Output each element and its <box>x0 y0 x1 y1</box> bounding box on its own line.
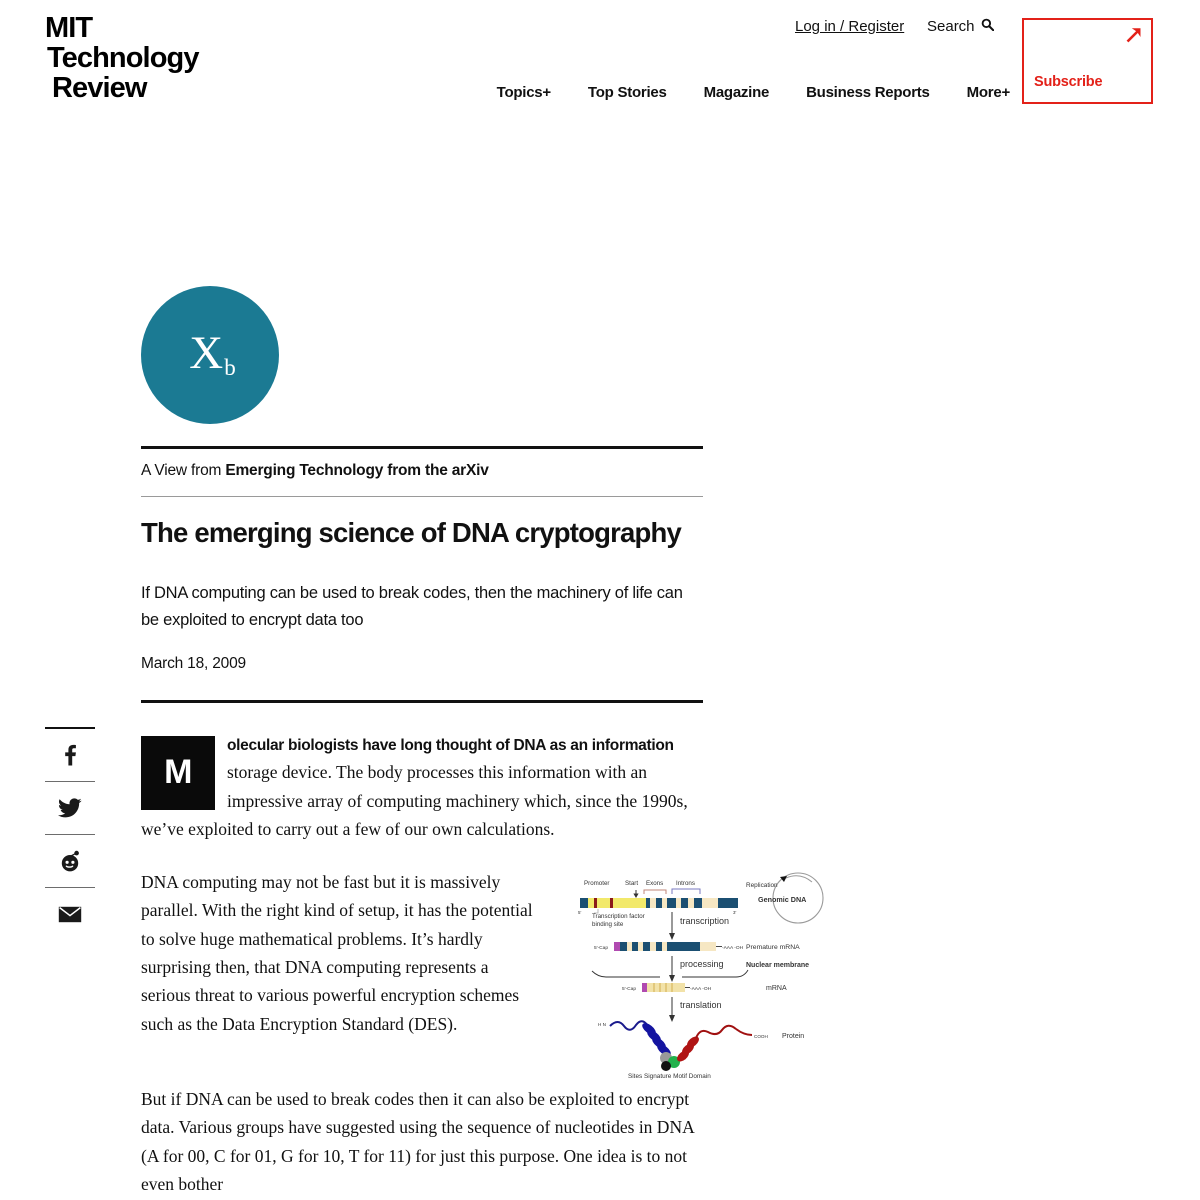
share-rail <box>45 727 95 940</box>
reddit-icon <box>59 850 81 872</box>
article-dek: If DNA computing can be used to break codes, then the machinery of life can be exploited to encrypt data too <box>141 584 683 629</box>
search-label: Search <box>927 18 975 35</box>
header-rule-bottom <box>141 700 703 703</box>
utility-nav <box>0 18 1200 42</box>
author-avatar[interactable] <box>141 286 279 424</box>
svg-text:Premature mRNA: Premature mRNA <box>746 944 800 951</box>
svg-text:5': 5' <box>578 910 582 915</box>
byline-prefix: A View from <box>141 462 226 479</box>
byline <box>141 458 703 493</box>
logo-line-3: Review <box>52 71 147 104</box>
logo-line-1: MIT <box>45 12 93 44</box>
share-facebook-button[interactable] <box>45 729 95 781</box>
svg-text:Start: Start <box>625 880 639 887</box>
magnifier-icon <box>981 18 994 35</box>
svg-text:binding site: binding site <box>592 921 624 928</box>
twitter-icon <box>58 798 82 818</box>
svg-text:3': 3' <box>733 910 737 915</box>
svg-text:translation: translation <box>680 1000 722 1010</box>
share-email-button[interactable] <box>45 888 95 940</box>
nav-item-topics[interactable]: Topics+ <box>496 84 551 101</box>
arrow-up-right-icon <box>1125 26 1143 44</box>
svg-text:Transcription factor: Transcription factor <box>592 913 645 920</box>
svg-text:Nuclear membrane: Nuclear membrane <box>746 962 810 969</box>
svg-text:Promoter: Promoter <box>584 880 610 887</box>
paragraph-3: But if DNA can be used to break codes then it can also be exploited to encrypt data. Various groups have suggested using the sequence of nucleotides in DNA (A for 00, C for 01, G for 10, T for 11) for just this purpose. One idea is to not even bother <box>141 1089 694 1195</box>
svg-text:5'-Cap: 5'-Cap <box>622 987 636 992</box>
svg-text:Replication: Replication <box>746 882 778 889</box>
svg-text:Genomic DNA: Genomic DNA <box>758 895 807 904</box>
svg-text:Sites Signature Motif Domai: Sites Signature Motif Domain <box>628 1073 711 1080</box>
article-figure <box>570 866 848 1085</box>
svg-text:COOH: COOH <box>754 1034 768 1039</box>
svg-text:-AAA -OH: -AAA -OH <box>690 987 712 992</box>
svg-text:transcription: transcription <box>680 916 730 926</box>
svg-text:Introns: Introns <box>676 880 695 887</box>
paragraph-1-lead: olecular biologists have long thought of DNA as an information <box>227 737 674 754</box>
paragraph-1 <box>141 730 703 843</box>
byline-rule-top <box>141 446 703 449</box>
paragraph-1-rest: storage device. The body processes this information with an impressive array of computing machinery which, since the 1990s, we’ve exploited to carry out a few of our own calculations. <box>141 762 688 840</box>
avatar-letter: X <box>189 326 224 379</box>
drop-cap <box>141 736 215 810</box>
paragraph-2: DNA computing may not be fast but it is massively parallel. With the right kind of setup, it has the potential to solve huge mathematical problems. It’s hardly surprising then, that DNA computing represents a serious threat to various powerful encryption schemes such as the Data Encryption Standard (DES). <box>141 872 533 1034</box>
primary-nav <box>0 84 1010 101</box>
nav-item-business-reports[interactable]: Business Reports <box>806 84 930 101</box>
subscribe-button[interactable] <box>1022 18 1153 104</box>
svg-text:processing: processing <box>680 959 724 969</box>
svg-text:Protein: Protein <box>782 1033 805 1040</box>
svg-text:H N: H N <box>598 1022 606 1027</box>
avatar-subscript: b <box>224 354 236 380</box>
publish-date: March 18, 2009 <box>141 655 246 672</box>
search-button[interactable] <box>927 18 994 35</box>
svg-text:5'-Cap: 5'-Cap <box>594 946 608 951</box>
svg-text:-AAA -OH: -AAA -OH <box>722 946 744 951</box>
login-register-link[interactable]: Log in / Register <box>795 18 905 35</box>
subscribe-label: Subscribe <box>1034 74 1103 90</box>
svg-text:mRNA: mRNA <box>766 985 787 992</box>
byline-rule-bottom <box>141 496 703 497</box>
byline-publication[interactable]: Emerging Technology from the arXiv <box>225 462 489 479</box>
drop-cap-letter: M <box>164 753 192 792</box>
avatar-monogram <box>189 326 236 380</box>
share-twitter-button[interactable] <box>45 782 95 834</box>
nav-item-top-stories[interactable]: Top Stories <box>587 84 667 101</box>
page-title: The emerging science of DNA cryptography <box>141 517 682 548</box>
email-icon <box>58 906 82 923</box>
facebook-icon <box>60 744 80 766</box>
nav-item-magazine[interactable]: Magazine <box>703 84 770 101</box>
svg-text:Exons: Exons <box>646 880 664 887</box>
nav-item-more[interactable]: More+ <box>966 84 1010 101</box>
gene-expression-diagram <box>570 866 848 1085</box>
share-reddit-button[interactable] <box>45 835 95 887</box>
logo-line-2: Technology <box>47 41 199 74</box>
